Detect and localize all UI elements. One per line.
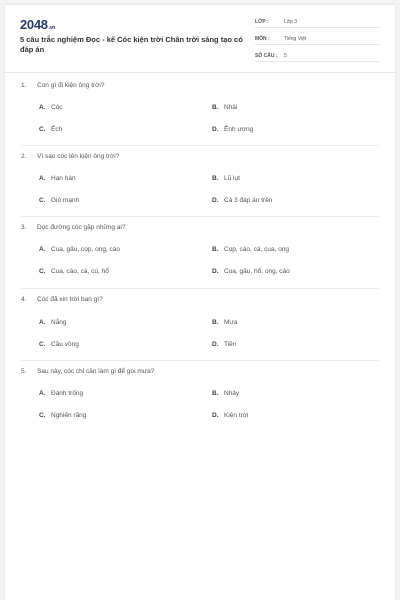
option-letter: D.	[212, 412, 219, 419]
q4-option-b[interactable]	[212, 319, 237, 326]
option-text: Cả 3 đáp án trên	[224, 197, 273, 204]
option-text: Nhảy	[224, 390, 240, 397]
option-text: Mưa	[224, 319, 238, 326]
option-letter: B.	[212, 246, 219, 253]
q3-option-d[interactable]	[212, 268, 290, 275]
meta-row-subject	[255, 32, 380, 45]
header	[5, 5, 395, 73]
q2-option-b[interactable]	[212, 175, 240, 182]
q5-option-c[interactable]	[39, 412, 86, 419]
q5-option-d[interactable]	[212, 412, 249, 419]
question-text: Sau này, cóc chỉ cần làm gì để gọi mưa?	[37, 368, 155, 375]
divider	[21, 145, 379, 146]
q1-option-c[interactable]	[39, 126, 62, 133]
q4-option-d[interactable]	[212, 341, 236, 348]
q2-option-c[interactable]	[39, 197, 79, 204]
q4-option-c[interactable]	[39, 341, 79, 348]
option-text: Kiện trời	[224, 412, 249, 419]
meta-row-count	[255, 49, 380, 62]
option-letter: A.	[39, 319, 46, 326]
question-number: 2.	[21, 153, 27, 160]
option-text: Hạn hán	[51, 175, 76, 182]
option-text: Nhái	[224, 104, 238, 111]
question-1	[21, 82, 105, 89]
option-text: Lũ lụt	[224, 175, 240, 182]
q5-option-b[interactable]	[212, 390, 239, 397]
question-3	[21, 224, 126, 231]
option-letter: A.	[39, 390, 46, 397]
logo-suffix: .vn	[48, 25, 56, 31]
meta-row-class	[255, 15, 380, 28]
meta-value: Lớp 3	[284, 19, 298, 25]
question-number: 1.	[21, 82, 27, 89]
question-text: Dọc đường cóc gặp những ai?	[37, 224, 126, 231]
question-5	[21, 368, 154, 375]
option-text: Cua, gấu, cọp, ong, cáo	[51, 246, 121, 253]
q1-option-a[interactable]	[39, 104, 63, 111]
document-title: 5 câu trắc nghiệm Đọc - kể Cóc kiện trời Chân trời sáng tạo có đáp án	[20, 35, 243, 54]
question-text: Con gì đi kiện ông trời?	[37, 82, 105, 89]
option-text: Ếch	[51, 126, 63, 133]
question-number: 4.	[21, 296, 27, 303]
divider	[21, 288, 379, 289]
question-text: Cóc đã xin trời ban gì?	[37, 296, 103, 303]
option-letter: B.	[212, 104, 219, 111]
meta-value: Tiếng Việt	[284, 36, 307, 42]
divider	[21, 216, 379, 217]
q3-option-c[interactable]	[39, 268, 109, 275]
divider	[21, 360, 379, 361]
option-text: Cua, cáo, cá, cú, hổ	[51, 268, 109, 275]
q4-option-a[interactable]	[39, 319, 67, 326]
question-4	[21, 296, 103, 303]
option-letter: B.	[212, 175, 219, 182]
site-logo[interactable]	[20, 17, 55, 32]
q1-option-d[interactable]	[212, 126, 253, 133]
option-letter: D.	[212, 126, 219, 133]
option-letter: C.	[39, 126, 46, 133]
meta-label: MÔN :	[255, 36, 270, 42]
question-number: 3.	[21, 224, 27, 231]
question-2	[21, 153, 119, 160]
option-letter: A.	[39, 104, 46, 111]
option-letter: B.	[212, 319, 219, 326]
option-text: Gió mạnh	[51, 197, 80, 204]
option-text: Cầu vồng	[51, 341, 79, 348]
meta-label: LỚP :	[255, 19, 269, 25]
quiz-sheet	[5, 5, 395, 600]
meta-value: 5	[284, 53, 287, 59]
option-letter: C.	[39, 341, 46, 348]
option-letter: A.	[39, 175, 46, 182]
q1-option-b[interactable]	[212, 104, 237, 111]
q5-option-a[interactable]	[39, 390, 83, 397]
logo-main: 2048	[20, 17, 48, 32]
meta-label: SỐ CÂU :	[255, 53, 278, 59]
option-letter: C.	[39, 268, 46, 275]
option-text: Tiền	[224, 341, 237, 348]
option-letter: A.	[39, 246, 46, 253]
option-letter: B.	[212, 390, 219, 397]
option-letter: C.	[39, 197, 46, 204]
q2-option-a[interactable]	[39, 175, 76, 182]
option-letter: D.	[212, 268, 219, 275]
option-letter: D.	[212, 197, 219, 204]
question-text: Vì sao cóc lên kiện ông trời?	[37, 153, 120, 160]
q3-option-b[interactable]	[212, 246, 289, 253]
option-text: Cọp, cáo, cá, cua, ong	[224, 246, 290, 253]
option-text: Ễnh ương	[224, 126, 254, 133]
q3-option-a[interactable]	[39, 246, 120, 253]
option-text: Nghiến răng	[51, 412, 87, 419]
question-number: 5.	[21, 368, 27, 375]
q2-option-d[interactable]	[212, 197, 272, 204]
option-text: Cóc	[51, 104, 63, 111]
option-text: Cua, gấu, hổ, ong, cáo	[224, 268, 290, 275]
option-text: Nắng	[51, 319, 67, 326]
option-text: Đánh trống	[51, 390, 84, 397]
option-letter: D.	[212, 341, 219, 348]
option-letter: C.	[39, 412, 46, 419]
